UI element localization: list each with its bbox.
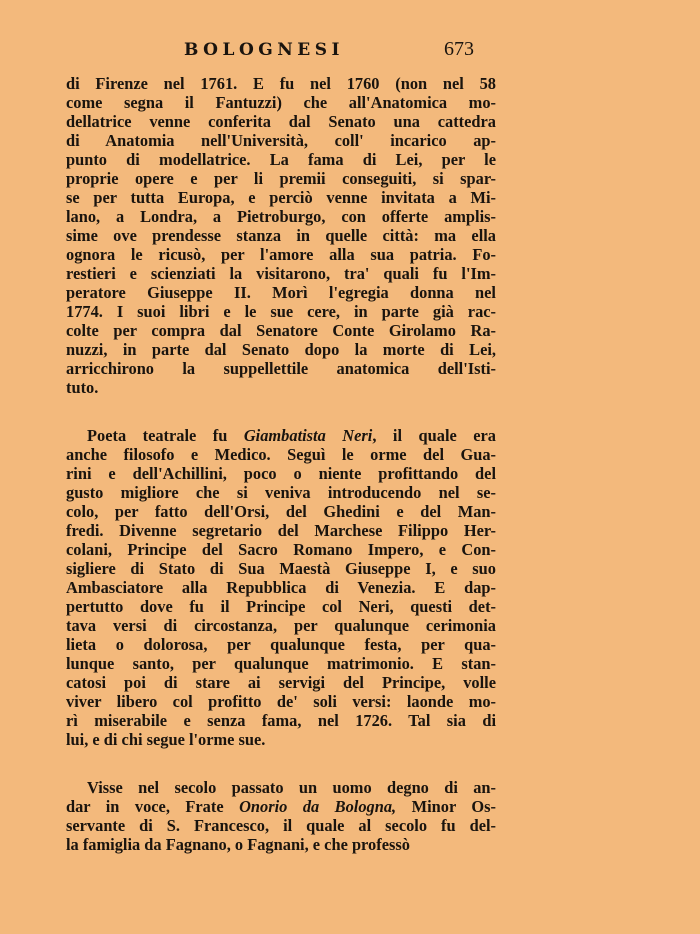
text-line: di Firenze nel 1761. E fu nel 1760 (non nel 58	[66, 74, 496, 93]
italic-name: Onorio da Bologna,	[239, 797, 397, 816]
text-line: sime ove prendesse stanza in quelle città: ma ella	[66, 226, 496, 245]
text-line: colo, per fatto dell'Orsi, del Ghedini e del Man-	[66, 502, 496, 521]
text-line: lui, e di chi segue l'orme sue.	[66, 730, 266, 749]
paragraph	[66, 778, 496, 854]
text-line: anche filosofo e Medico. Seguì le orme del Gua-	[66, 445, 496, 464]
text-line: servante di S. Francesco, il quale al secolo fu del-	[66, 816, 496, 835]
text-line: lano, a Londra, a Pietroburgo, con offerte amplis-	[66, 207, 496, 226]
text-line: dellatrice venne conferita dal Senato una cattedra	[66, 112, 496, 131]
text-line: ognora le ricusò, per l'amore alla sua patria. Fo-	[66, 245, 496, 264]
text-line: viver libero col profitto de' soli versi: laonde mo-	[66, 692, 496, 711]
text-line: peratore Giuseppe II. Morì l'egregia donna nel	[66, 283, 496, 302]
text-line: catosi poi di stare ai servigi del Principe, volle	[66, 673, 496, 692]
text-line: punto di modellatrice. La fama di Lei, per le	[66, 150, 496, 169]
text-line: arricchirono la suppellettile anatomica dell'Isti-	[66, 359, 496, 378]
page-header	[0, 40, 700, 70]
text-line: 1774. I suoi libri e le sue cere, in parte già rac-	[66, 302, 496, 321]
text-line: rini e dell'Achillini, poco o niente profittando del	[66, 464, 496, 483]
text-line: Poeta teatrale fu Giambatista Neri, il quale era	[87, 426, 496, 445]
page-number: 673	[444, 38, 474, 60]
italic-name: Giambatista Neri	[243, 426, 373, 445]
text-line: come segna il Fantuzzi) che all'Anatomica mo-	[66, 93, 496, 112]
text-line: la famiglia da Fagnano, o Fagnani, e che professò	[66, 835, 410, 854]
text-line: colte per compra dal Senatore Conte Girolamo Ra-	[66, 321, 496, 340]
text-line: tuto.	[66, 378, 99, 397]
text-line: dar in voce, Frate Onorio da Bologna, Minor Os-	[66, 797, 496, 816]
text-line: colani, Principe del Sacro Romano Impero, e Con-	[66, 540, 496, 559]
text-line: restieri e scienziati la visitarono, tra' quali fu l'Im-	[66, 264, 496, 283]
text-line: Ambasciatore alla Repubblica di Venezia. E dap-	[66, 578, 496, 597]
text-line: Visse nel secolo passato un uomo degno di an-	[87, 778, 496, 797]
text-line: nuzzi, in parte dal Senato dopo la morte di Lei,	[66, 340, 496, 359]
body-text	[66, 74, 496, 883]
text-line: lieta o dolorosa, per qualunque festa, per qua-	[66, 635, 496, 654]
text-line: pertutto dove fu il Principe col Neri, questi det-	[66, 597, 496, 616]
text-line: proprie opere e per li premii conseguiti, si spar-	[66, 169, 496, 188]
text-line: tava versi di circostanza, per qualunque cerimonia	[66, 616, 496, 635]
text-line: di Anatomia nell'Università, coll' incarico ap-	[66, 131, 496, 150]
text-line: sigliere di Stato di Sua Maestà Giuseppe I, e suo	[66, 559, 496, 578]
running-title: BOLOGNESI	[184, 40, 344, 60]
text-line: gusto migliore che si veniva introducendo nel se-	[66, 483, 496, 502]
paragraph	[66, 426, 496, 749]
text-line: se per tutta Europa, e perciò venne invitata a Mi-	[66, 188, 496, 207]
text-line: lunque santo, per qualunque matrimonio. E stan-	[66, 654, 496, 673]
paragraph	[66, 74, 496, 397]
text-line: rì miserabile e senza fama, nel 1726. Tal sia di	[66, 711, 496, 730]
text-line: fredi. Divenne segretario del Marchese Filippo Her-	[66, 521, 496, 540]
